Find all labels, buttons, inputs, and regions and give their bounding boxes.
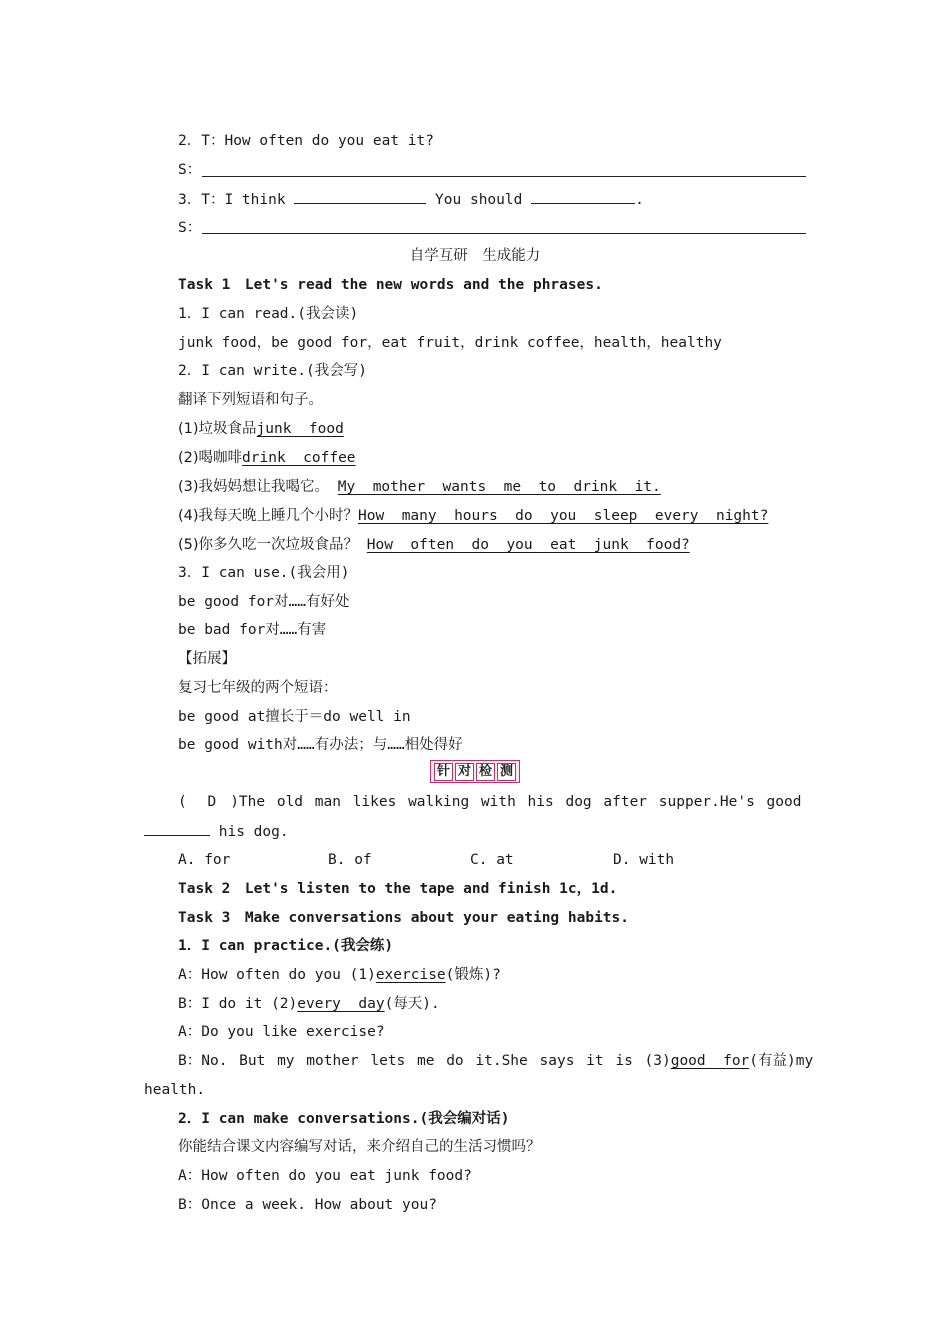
translate-item-2: (2)喝咖啡drink coffee	[178, 450, 356, 466]
answer-blank[interactable]	[144, 821, 210, 836]
check-stamp: 针 对 检 测	[430, 760, 520, 783]
translate-answer: How many hours do you sleep every night?	[358, 508, 769, 524]
task3-practice-label: 1．I can practice.(我会练)	[178, 938, 394, 954]
task3-conv-label: 2．I can make conversations.(我会编对话)	[178, 1111, 510, 1127]
task1-extend-label: 【拓展】	[178, 651, 236, 667]
dialogue-b2: B：No. But my mother lets me do it.She says it is (3)good for(有益)my	[178, 1053, 814, 1069]
option-a[interactable]: A. for	[178, 852, 231, 868]
check-answer: D	[207, 794, 217, 810]
translate-answer: My mother wants me to drink it.	[337, 479, 661, 495]
answer-line[interactable]	[202, 233, 806, 234]
task1-extend-good-at: be good at擅长于＝do well in	[178, 709, 411, 725]
task1-use-bad-for: be bad for对……有害	[178, 622, 327, 638]
warmup-q2-teacher: 2．T：How often do you eat it?	[178, 133, 434, 149]
task1-extend-intro: 复习七年级的两个短语：	[178, 680, 338, 696]
task3-heading: Task 3 Make conversations about your eating habits.	[178, 910, 629, 926]
translate-answer: drink coffee	[242, 450, 356, 466]
option-b[interactable]: B. of	[328, 852, 372, 868]
task1-use-label: 3．I can use.(我会用)	[178, 565, 350, 581]
check-question: ( D )The old man likes walking with his dog after supper.He's good	[178, 794, 802, 810]
translate-answer: junk food	[256, 421, 344, 437]
warmup-q3-student-label: S：	[178, 220, 202, 236]
dialogue-b1: B：I do it (2)every day(每天).	[178, 996, 440, 1012]
task1-translate-instruction: 翻译下列短语和句子。	[178, 392, 323, 408]
translate-answer: How often do you eat junk food?	[366, 537, 690, 553]
dialogue-answer: good for	[670, 1053, 750, 1069]
task1-use-good-for: be good for对……有好处	[178, 594, 350, 610]
answer-line[interactable]	[202, 176, 806, 177]
task1-read-words: junk food，be good for，eat fruit，drink coffee，health，healthy	[178, 335, 722, 351]
task3-conv-instruction: 你能结合课文内容编写对话，来介绍自己的生活习惯吗？	[178, 1139, 541, 1155]
dialogue-answer: exercise	[375, 967, 446, 983]
dialogue-b2-continued: health.	[144, 1082, 206, 1098]
answer-blank[interactable]	[531, 189, 635, 204]
warmup-q3-teacher: 3．T：I think You should .	[178, 189, 806, 210]
task1-read-label: 1．I can read.(我会读)	[178, 306, 359, 322]
translate-item-5: (5)你多久吃一次垃圾食品？ How often do you eat junk food?	[178, 537, 690, 553]
option-d[interactable]: D. with	[613, 852, 675, 868]
task1-write-label: 2．I can write.(我会写)	[178, 363, 367, 379]
conv-b: B：Once a week. How about you?	[178, 1197, 437, 1213]
check-stamp-row	[144, 760, 806, 783]
task2-heading: Task 2 Let's listen to the tape and finish 1c，1d.	[178, 881, 618, 897]
conv-a: A：How often do you eat junk food?	[178, 1168, 472, 1184]
translate-item-1: (1)垃圾食品junk food	[178, 421, 344, 437]
translate-item-4: (4)我每天晚上睡几个小时？How many hours do you sleep every night?	[178, 508, 769, 524]
task1-heading: Task 1 Let's read the new words and the phrases.	[178, 277, 603, 293]
task1-extend-good-with: be good with对……有办法；与……相处得好	[178, 737, 463, 753]
warmup-q2-student-label: S：	[178, 162, 202, 178]
section-title: 自学互研 生成能力	[409, 248, 541, 264]
option-c[interactable]: C. at	[470, 852, 514, 868]
check-question-continued: his dog.	[144, 821, 806, 842]
answer-blank[interactable]	[294, 189, 426, 204]
translate-item-3: (3)我妈妈想让我喝它。 My mother wants me to drink it.	[178, 479, 661, 495]
dialogue-answer: every day	[297, 996, 385, 1012]
dialogue-a1: A：How often do you (1)exercise(锻炼)?	[178, 967, 501, 983]
dialogue-a2: A：Do you like exercise?	[178, 1024, 385, 1040]
